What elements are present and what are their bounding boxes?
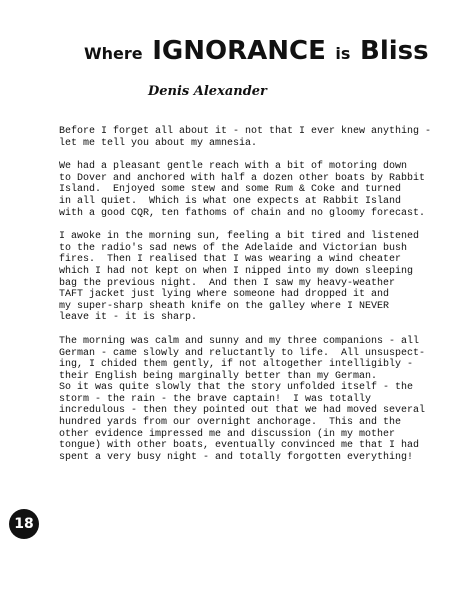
text-line: TAFT jacket just lying where someone had dropped it and: [59, 289, 390, 301]
text-line: ing, I chided them gently, if not altogether intelligibly -: [59, 359, 414, 371]
text-line: fires. Then I realised that I was wearing a wind cheater: [59, 254, 402, 266]
page-number-badge: 18: [9, 509, 39, 539]
text-line: bag the previous night. And then I saw my heavy-weather: [59, 277, 396, 289]
text-line: Before I forget all about it - not that I ever knew anything -: [59, 126, 432, 137]
text-line: with a good CQR, ten fathoms of chain and no gloomy forecast.: [59, 207, 426, 219]
text-line: their English being marginally better than my German.: [59, 370, 378, 382]
author-byline: Denis Alexander: [148, 84, 267, 99]
text-line: incredulous - then they pointed out that we had moved several: [59, 405, 426, 417]
text-line: German - came slowly and reluctantly to life. All unsuspect-: [59, 347, 426, 359]
title-word-where: Where: [84, 44, 143, 63]
text-line: Island. Enjoyed some stew and some Rum & Coke and turned: [59, 184, 402, 196]
text-line: to the radio's sad news of the Adelaide and Victorian bush: [59, 242, 408, 254]
title-word-bliss: Bliss: [360, 36, 429, 66]
text-line: The morning was calm and sunny and my three companions - all: [59, 335, 420, 347]
article-title: [84, 36, 429, 66]
text-line: leave it - it is sharp.: [59, 312, 198, 324]
text-line: So it was quite slowly that the story unfolded itself - the: [59, 382, 414, 394]
text-line: in all quiet. Which is what one expects at Rabbit Island: [59, 195, 402, 207]
text-line: my super-sharp sheath knife on the galley where I NEVER: [59, 300, 390, 312]
text-line: to Dover and anchored with half a dozen other boats by Rabbit: [59, 172, 426, 184]
text-line: tongue) with other boats, eventually convinced me that I had: [59, 440, 420, 452]
text-line: hundred yards from our overnight anchorage. This and the: [59, 417, 402, 429]
title-word-ignorance: IGNORANCE: [152, 36, 326, 66]
text-line: other evidence impressed me and discussion (in my mother: [59, 428, 396, 440]
text-line: I awoke in the morning sun, feeling a bit tired and listened: [59, 231, 420, 243]
text-line: We had a pleasant gentle reach with a bit of motoring down: [59, 161, 408, 173]
article-body: [59, 126, 469, 475]
title-word-is: is: [335, 44, 351, 63]
paragraph: [59, 336, 469, 464]
paragraph: [59, 231, 469, 324]
text-line: storm - the rain - the brave captain! I was totally: [59, 393, 372, 405]
paragraph: [59, 126, 469, 149]
text-line: spent a very busy night - and totally forgotten everything!: [59, 451, 414, 463]
paragraph: [59, 161, 469, 219]
text-line: let me tell you about my amnesia.: [59, 137, 258, 149]
text-line: which I had not kept on when I nipped into my down sleeping: [59, 265, 414, 277]
